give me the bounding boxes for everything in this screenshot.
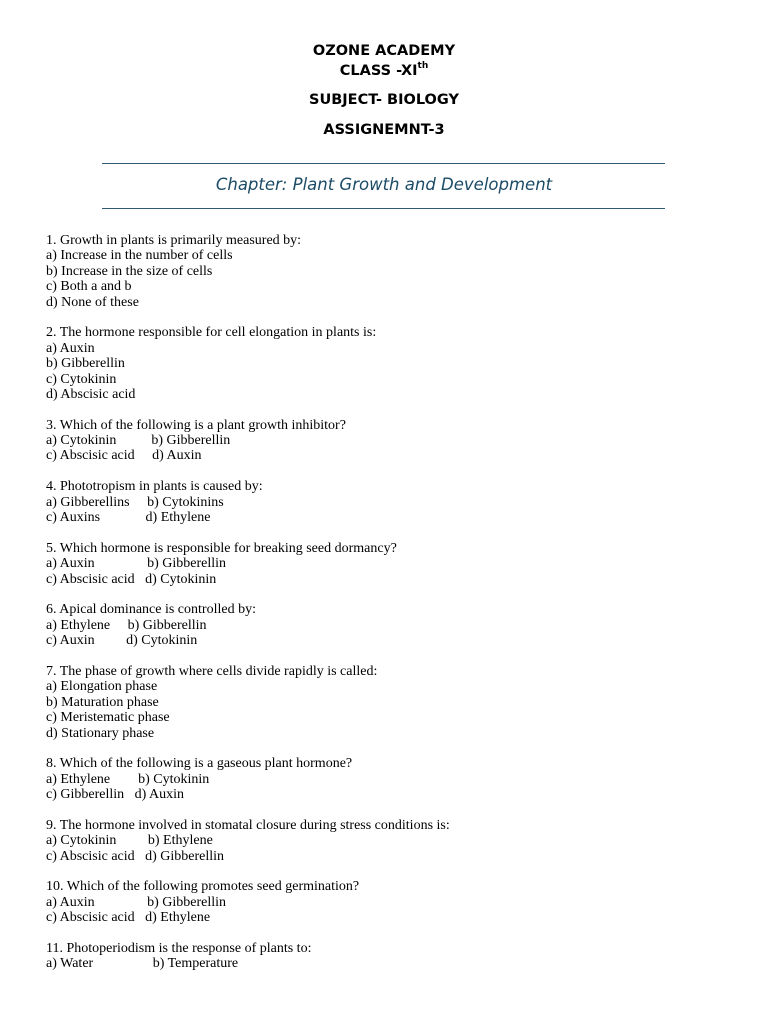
answer-options: a) Auxin b) Gibberellin	[46, 556, 227, 572]
answer-options: d) None of these	[46, 294, 139, 310]
answer-options: a) Elongation phase	[46, 679, 158, 695]
question-text: 8. Which of the following is a gaseous plant hormone?	[46, 756, 353, 772]
question-block	[46, 541, 726, 587]
answer-options: a) Ethylene b) Cytokinin	[46, 771, 210, 787]
answer-options: a) Cytokinin b) Gibberellin	[46, 433, 231, 449]
question-block	[46, 941, 726, 972]
answer-options: c) Abscisic acid d) Ethylene	[46, 910, 211, 926]
bottom-divider	[102, 208, 665, 209]
question-text: 1. Growth in plants is primarily measured by:	[46, 233, 302, 248]
question-block	[46, 418, 726, 464]
school-name: OZONE ACADEMY	[312, 43, 456, 59]
question-text: 10. Which of the following promotes seed germination?	[46, 879, 360, 895]
answer-options: c) Abscisic acid d) Gibberellin	[46, 848, 225, 864]
answer-options: c) Abscisic acid d) Auxin	[46, 448, 202, 464]
answer-options: a) Ethylene b) Gibberellin	[46, 617, 207, 633]
question-block	[46, 664, 726, 741]
answer-options: a) Auxin b) Gibberellin	[46, 894, 227, 910]
answer-options: c) Both a and b	[46, 279, 132, 295]
question-text: 7. The phase of growth where cells divide rapidly is called:	[46, 663, 378, 679]
answer-options: a) Increase in the number of cells	[46, 248, 233, 264]
question-text: 6. Apical dominance is controlled by:	[46, 602, 256, 618]
question-text: 3. Which of the following is a plant growth inhibitor?	[46, 417, 346, 433]
answer-options: b) Gibberellin	[46, 356, 125, 372]
subject-heading: SUBJECT- BIOLOGY	[309, 92, 459, 108]
answer-options: a) Water b) Temperature	[46, 956, 239, 972]
answer-options: b) Increase in the size of cells	[46, 263, 213, 279]
class-label: CLASS -XI	[339, 62, 418, 79]
question-text: 9. The hormone involved in stomatal closure during stress conditions is:	[46, 817, 450, 833]
question-block	[46, 879, 726, 925]
answer-options: d) Stationary phase	[46, 725, 155, 741]
chapter-title: Chapter: Plant Growth and Development	[215, 175, 553, 194]
question-text: 5. Which hormone is responsible for breaking seed dormancy?	[46, 540, 397, 556]
question-block	[46, 756, 726, 802]
question-block	[46, 602, 726, 648]
answer-options: a) Auxin	[46, 340, 95, 356]
answer-options: d) Abscisic acid	[46, 386, 136, 402]
answer-options: c) Abscisic acid d) Cytokinin	[46, 571, 217, 587]
answer-options: a) Gibberellins b) Cytokinins	[46, 494, 224, 510]
class-superscript: th	[417, 61, 429, 71]
answer-options: c) Auxin d) Cytokinin	[46, 633, 198, 649]
question-text: 11. Photoperiodism is the response of plants to:	[46, 940, 312, 956]
answer-options: a) Cytokinin b) Ethylene	[46, 833, 213, 849]
answer-options: b) Maturation phase	[46, 694, 159, 710]
question-block	[46, 818, 726, 864]
question-text: 2. The hormone responsible for cell elongation in plants is:	[46, 325, 377, 341]
question-list	[46, 233, 726, 987]
answer-options: c) Gibberellin d) Auxin	[46, 787, 185, 803]
question-block	[46, 325, 726, 402]
question-text: 4. Phototropism in plants is caused by:	[46, 479, 263, 495]
answer-options: c) Cytokinin	[46, 371, 117, 387]
top-divider	[102, 163, 665, 164]
answer-options: c) Meristematic phase	[46, 710, 170, 726]
assignment-heading: ASSIGNEMNT-3	[323, 122, 445, 138]
answer-options: c) Auxins d) Ethylene	[46, 510, 211, 526]
question-block	[46, 233, 726, 310]
question-block	[46, 479, 726, 525]
class-heading	[0, 62, 768, 79]
